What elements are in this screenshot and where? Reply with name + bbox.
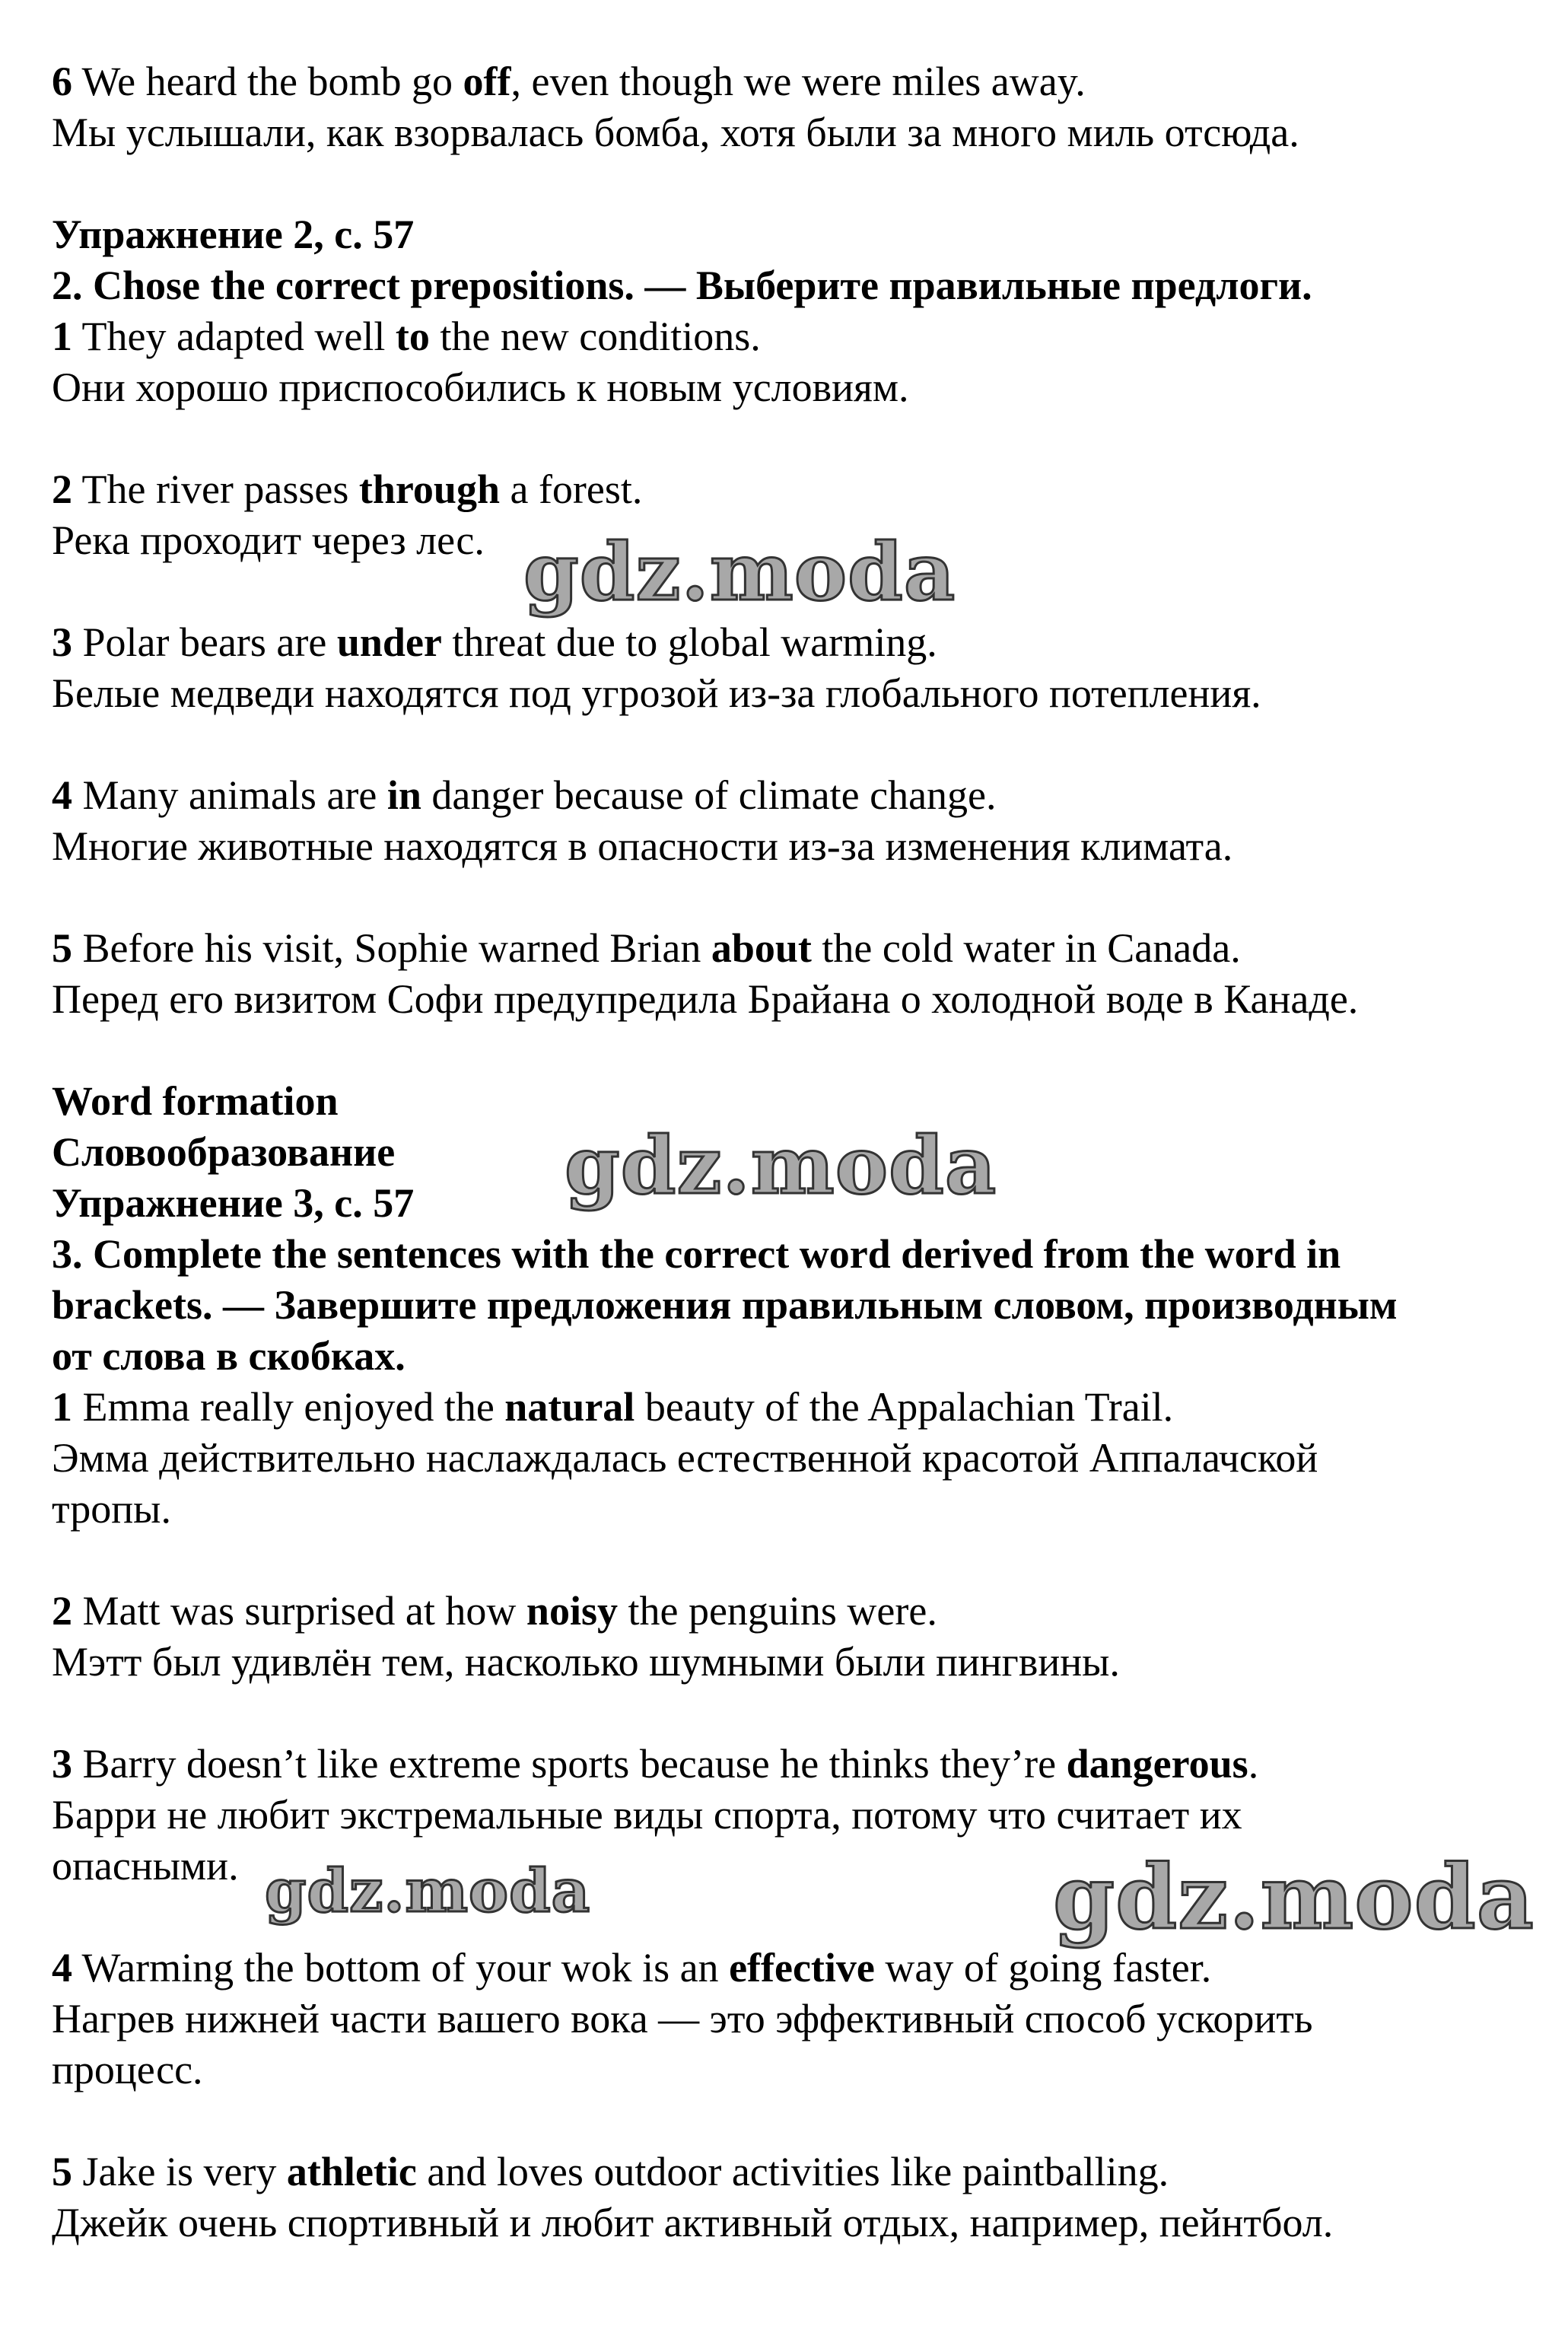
sentence-ru-6: Мы услышали, как взорвалась бомба, хотя были за много миль отсюда. bbox=[52, 110, 1299, 155]
ex3-sentence-en-1: 1 Emma really enjoyed the natural beauty of the Appalachian Trail. bbox=[52, 1384, 1174, 1430]
ex3-sentence-ru-2: Мэтт был удивлён тем, насколько шумными были пингвины. bbox=[52, 1639, 1120, 1685]
ex3-sentence-ru-1: Эмма действительно наслаждалась естественной красотой Аппалачской bbox=[52, 1435, 1318, 1481]
ex2-sentence-ru-1: Они хорошо приспособились к новым условиям. bbox=[52, 364, 909, 410]
ex3-sentence-ru-3: Барри не любит экстремальные виды спорта, потому что считает их bbox=[52, 1792, 1242, 1838]
ex3-sentence-en-3: 3 Barry doesn’t like extreme sports because he thinks they’re dangerous. bbox=[52, 1741, 1259, 1787]
section-heading-en: Word formation bbox=[52, 1078, 339, 1124]
ex3-sentence-ru-3-cont: опасными. bbox=[52, 1843, 239, 1889]
watermark: gdz.moda bbox=[265, 1857, 591, 1926]
ex3-sentence-ru-1-cont: тропы. bbox=[52, 1486, 171, 1532]
ex3-sentence-en-5: 5 Jake is very athletic and loves outdoor activities like paintballing. bbox=[52, 2149, 1169, 2194]
ex2-sentence-en-5: 5 Before his visit, Sophie warned Brian about the cold water in Canada. bbox=[52, 925, 1241, 971]
ex3-sentence-ru-4-cont: процесс. bbox=[52, 2047, 203, 2092]
ex2-sentence-en-1: 1 They adapted well to the new conditions. bbox=[52, 313, 761, 359]
ex2-sentence-en-3: 3 Polar bears are under threat due to global warming. bbox=[52, 619, 937, 665]
ex2-sentence-ru-2: Река проходит через лес. bbox=[52, 517, 485, 563]
section-heading-ru: Словообразование bbox=[52, 1129, 396, 1175]
ex2-sentence-en-2: 2 The river passes through a forest. bbox=[52, 466, 643, 512]
exercise-3-task-line-2: brackets. — Завершите предложения правильным словом, производным bbox=[52, 1282, 1398, 1328]
ex2-sentence-ru-5: Перед его визитом Софи предупредила Брайана о холодной воде в Канаде. bbox=[52, 976, 1359, 1022]
ex2-sentence-en-4: 4 Many animals are in danger because of climate change. bbox=[52, 772, 997, 818]
ex2-sentence-ru-4: Многие животные находятся в опасности из-за изменения климата. bbox=[52, 823, 1233, 869]
ex3-sentence-ru-4: Нагрев нижней части вашего вока — это эффективный способ ускорить bbox=[52, 1996, 1313, 2041]
exercise-2-heading: Упражнение 2, с. 57 bbox=[52, 212, 415, 257]
ex3-sentence-en-2: 2 Matt was surprised at how noisy the penguins were. bbox=[52, 1588, 937, 1634]
ex3-sentence-en-4: 4 Warming the bottom of your wok is an effective way of going faster. bbox=[52, 1945, 1212, 1991]
watermark: gdz.moda bbox=[1053, 1846, 1535, 1949]
exercise-3-heading: Упражнение 3, с. 57 bbox=[52, 1180, 415, 1226]
sentence-en-6: 6 We heard the bomb go off, even though we were miles away. bbox=[52, 59, 1086, 104]
ex3-sentence-ru-5: Джейк очень спортивный и любит активный отдых, например, пейнтбол. bbox=[52, 2200, 1334, 2245]
exercise-3-task-line-1: 3. Complete the sentences with the correct word derived from the word in bbox=[52, 1231, 1341, 1277]
watermark: gdz.moda bbox=[565, 1119, 997, 1212]
ex2-sentence-ru-3: Белые медведи находятся под угрозой из-за глобального потепления. bbox=[52, 670, 1261, 716]
exercise-3-task-line-3: от слова в скобках. bbox=[52, 1333, 406, 1379]
exercise-2-task: 2. Chose the correct prepositions. — Выберите правильные предлоги. bbox=[52, 263, 1312, 308]
watermark: gdz.moda bbox=[523, 525, 956, 619]
